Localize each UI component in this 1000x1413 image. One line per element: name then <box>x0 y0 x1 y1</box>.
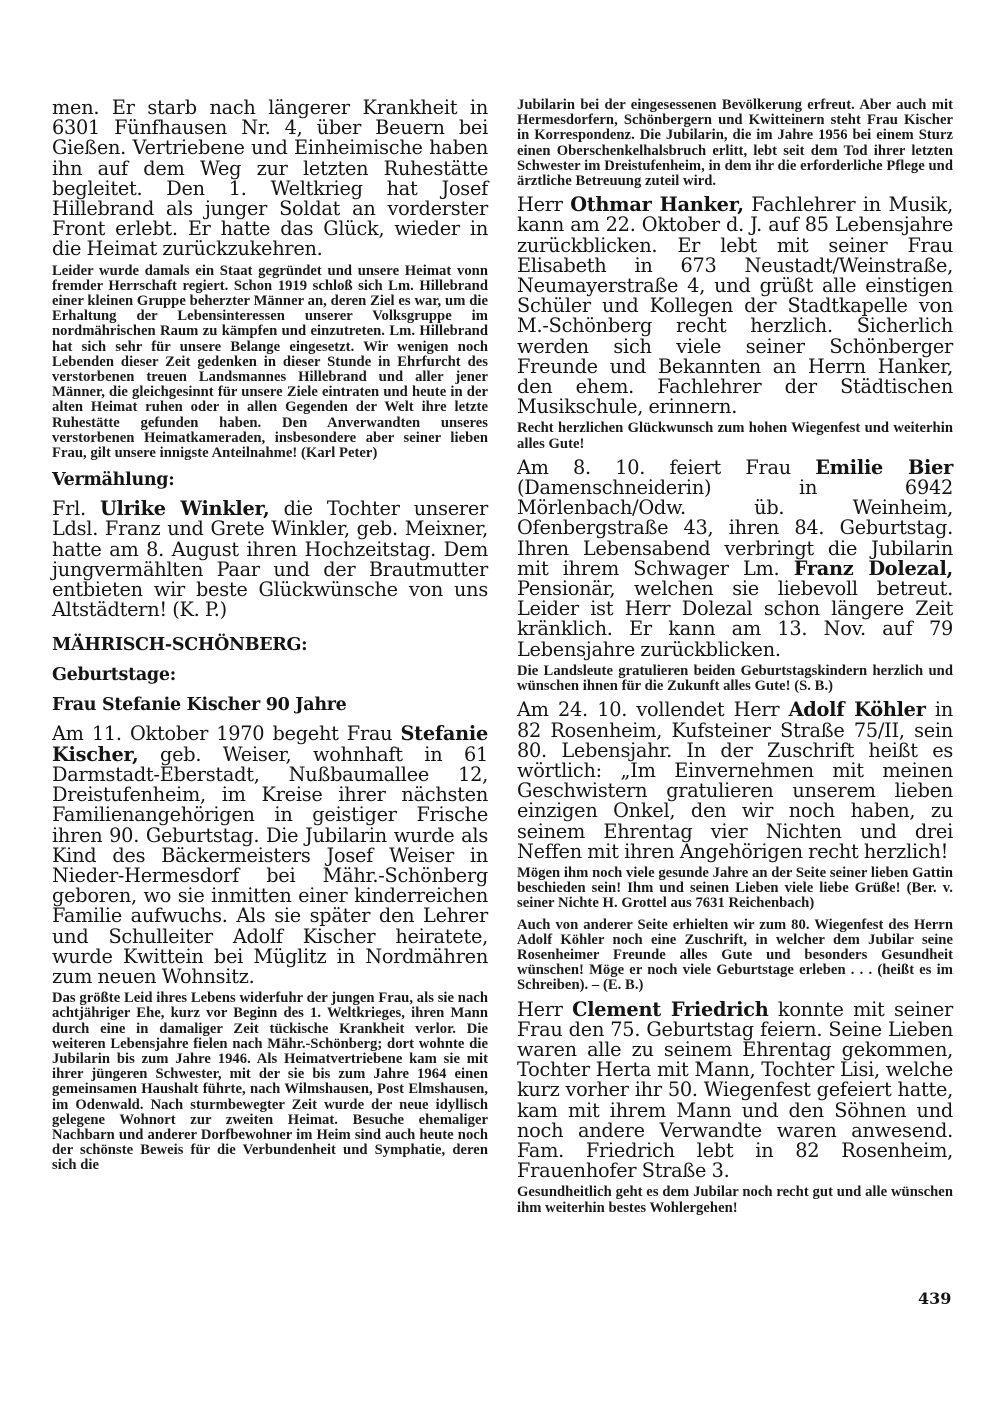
kischer-birthday-paragraph <box>52 724 488 987</box>
right-column <box>517 98 953 1222</box>
text-run: Herr <box>517 997 573 1021</box>
koehler-niece-greeting-paragraph: Mögen ihm noch viele gesunde Jahre an der Seite seiner lieben Gattin beschieden sein! Ihm und seinen Lieben viele liebe Grüße! (Ber. v. seiner Nichte H. Grottel aus 7631 Reichenbach) <box>517 864 953 912</box>
person-name: Emilie Bier <box>815 455 953 479</box>
text-run: (Damenschneiderin) in 6942 Mörlenbach/Odw. üb. Weinheim, Ofenbergstraße 43, ihren 84. Geburtstag. Ihren Lebensabend verbringt die Jubilarin mit ihrem Schwager Lm. <box>517 476 953 580</box>
text-run: die Tochter unserer Ldsl. Franz und Grete Winkler, geb. Meixner, hatte am 8. August ihren Hochzeitstag. Dem jungvermählten Paar und der Brautmutter entbieten wir beste Glückwünsche von uns Altstädtern! (K. P.) <box>52 497 488 622</box>
text-run: geb. Weiser, wohnhaft in 61 Darmstadt-Eberstadt, Nußbaumallee 12, Dreistufenheim, im Kreise ihrer nächsten Familienangehörigen in geistiger Frische ihren 90. Geburtstag. Die Jubilarin wurde als Kind des Bäckermeisters Josef Weiser in Nieder-Hermesdorf bei Mähr.-Schönberg geboren, wo sie inmitten einer kinderreichen Familie aufwuchs. Als sie später den Lehrer und Schulleiter Adolf Kischer heiratete, wurde Kwittein bei Müglitz in Nordmähren zum neuen Wohnsitz. <box>52 742 488 988</box>
text-run: Am 11. Oktober 1970 begeht Frau <box>52 722 401 746</box>
person-name: Adolf Köhler <box>788 698 926 722</box>
section-heading-region: MÄHRISCH-SCHÖNBERG: <box>52 635 308 656</box>
hillebrand-obituary-paragraph: men. Er starb nach längerer Krankheit in 6301 Fünfhausen Nr. 4, über Beuern bei Gießen. Vertriebene und Einheimische haben ihn auf dem Weg zur letzten Ruhestätte begleitet. Den 1. Weltkrieg hat Josef Hillebrand als junger Soldat an vorderster Front erlebt. Er hatte das Glück, wieder in die Heimat zurückzukehren. <box>52 96 488 261</box>
text-run: Am 8. 10. feiert Frau <box>517 455 816 479</box>
koehler-birthday-paragraph <box>517 700 953 862</box>
text-run: Am 24. 10. vollendet Herr <box>517 698 789 722</box>
page-number: 439 <box>918 1289 952 1308</box>
friedrich-birthday-paragraph <box>517 997 953 1183</box>
left-column <box>52 98 488 1180</box>
bier-birthday-paragraph <box>517 455 953 661</box>
hanker-greeting-paragraph: Recht herzlichen Glückwunsch zum hohen Wiegenfest und weiterhin alles Gute! <box>517 420 953 452</box>
koehler-friends-greeting-paragraph: Auch von anderer Seite erhielten wir zum 80. Wiegenfest des Herrn Adolf Köhler noch eine Zuschrift, in welcher dem Jubilar seine Rosenheimer Freunde alles Gute und besonders Gesundheit wünschen! Möge er noch viele Geburtstage erleben . . . (heißt es im Schreiben). – (E. B.) <box>517 916 953 994</box>
person-name: Stefanie Kischer, <box>52 722 488 766</box>
section-heading-vermaehlung: Vermählung: <box>52 470 175 491</box>
person-name: Othmar Hanker, <box>570 193 744 217</box>
person-name: Ulrike Winkler, <box>99 497 270 521</box>
person-name: Franz Dolezal, <box>793 556 953 580</box>
text-run: Herr <box>517 193 571 217</box>
text-run: Pensionär, welchen sie liebevoll betreut. Leider ist Herr Dolezal schon längere Zeit kränklich. Er kann am 13. Nov. auf 79 Lebensjahre zurückblicken. <box>517 577 953 661</box>
winkler-wedding-paragraph <box>52 499 488 620</box>
hanker-birthday-paragraph <box>517 195 953 417</box>
bier-greeting-paragraph: Die Landsleute gratulieren beiden Geburtstagskindern herzlich und wünschen ihnen für die Zukunft alles Gute! (S. B.) <box>517 662 953 695</box>
text-run: konnte mit seiner Frau den 75. Geburtstag feiern. Seine Lieben waren alle zu seinem Ehrentag gekommen, Tochter Herta mit Mann, Tochter Lisi, welche kurz vorher ihr 50. Wiegenfest gefeiert hatte, kam mit ihrem Mann und den Söhnen und noch andere Verwandte waren anwesend. Fam. Friedrich lebt in 82 Rosenheim, Frauenhofer Straße 3. <box>517 997 953 1183</box>
kischer-continued-paragraph: Jubilarin bei der eingesessenen Bevölkerung erfreut. Aber auch mit Hermesdorfern, Schönbergern und Kwitteinern steht Frau Kischer in Korrespondenz. Die Jubilarin, die im Jahre 1956 bei einem Sturz einen Oberschenkelhalsbruch erlitt, lebt seit dem Tod ihrer letzten Schwester im Dreistufenheim, in dem ihr die erforderliche Pflege und ärztliche Betreuung zuteil wird. <box>517 97 953 190</box>
kischer-life-paragraph: Das größte Leid ihres Lebens widerfuhr der jungen Frau, als sie nach achtjähriger Ehe, kurz vor Beginn des 1. Weltkrieges, ihren Mann durch eine in damaliger Zeit tückische Krankheit verlor. Die weiteren Lebensjahre fielen nach Mähr.-Schönberg; dort wohnte die Jubilarin bis zum Jahre 1946. Als Heimatvertriebene kam sie mit ihrer jüngeren Schwester, mit der sie bis zum Jahre 1964 einen gemeinsamen Haushalt führte, nach Wilmshausen, Post Elmshausen, im Odenwald. Nach sturmbewegter Zeit wurde der neue idyllisch gelegene Wohnort zur zweiten Heimat. Besuche ehemaliger Nachbarn und anderer Dorfbewohner im Heim sind auch heute noch der schönste Beweis für die Verbundenheit und Symphatie, deren sich die <box>52 990 488 1174</box>
person-name: Clement Friedrich <box>572 997 769 1021</box>
text-run: in 82 Rosenheim, Kufsteiner Straße 75/II, sein 80. Lebensjahr. In der Zuschrift heißt es wörtlich: „Im Einvernehmen mit meinen Geschwistern gratulieren unserem lieben einzigen Onkel, den wir noch haben, zu seinem Ehrentag vier Nichten und drei Neffen mit ihren Angehörigen recht herzlich! <box>517 698 953 863</box>
text-run: Frl. <box>52 497 100 521</box>
friedrich-greeting-paragraph: Gesundheitlich geht es dem Jubilar noch recht gut und alle wünschen ihm weiterhin bestes Wohlergehen! <box>517 1184 953 1216</box>
hillebrand-tribute-paragraph: Leider wurde damals ein Staat gegründet und unsere Heimat vonn fremder Herrschaft regiert. Schon 1919 schloß sich Lm. Hillebrand einer kleinen Gruppe beherzter Männer an, deren Ziel es war, um die Erhaltung der Lebensinteressen unserer Volksgruppe im nordmährischen Raum zu kämpfen und einzutreten. Lm. Hillebrand hat sich sehr für unsere Belange eingesetzt. Wir wenigen noch Lebenden dieser Zeit gedenken in dieser Stunde in Ehrfurcht des verstorbenen treuen Landsmannes Hillebrand und aller jener Männer, die gleichgesinnt für unsere Ziele eintraten und heute in der alten Heimat ruhen oder in allen Gegenden der Welt ihre letzte Ruhestätte gefunden haben. Den Anverwandten unseres verstorbenen Heimatkameraden, insbesondere aber seiner lieben Frau, gilt unsere innigste Anteilnahme! (Karl Peter) <box>52 262 488 462</box>
section-heading-geburtstage: Geburtstage: <box>52 665 176 686</box>
text-run: Fachlehrer in Musik, kann am 22. Oktober d. J. auf 85 Lebensjahre zurückblicken. Er lebt mit seiner Frau Elisabeth in 673 Neustadt/Weinstraße, Neumayerstraße 4, und grüßt alle einstigen Schüler und Kollegen der Stadtkapelle von M.-Schönberg recht herzlich. Sicherlich werden sich viele seiner Schönberger Freunde und Bekannten an Herrn Hanker, den ehem. Fachlehrer der Städtischen Musikschule, erinnern. <box>517 193 953 419</box>
article-heading-kischer: Frau Stefanie Kischer 90 Jahre <box>52 695 347 716</box>
